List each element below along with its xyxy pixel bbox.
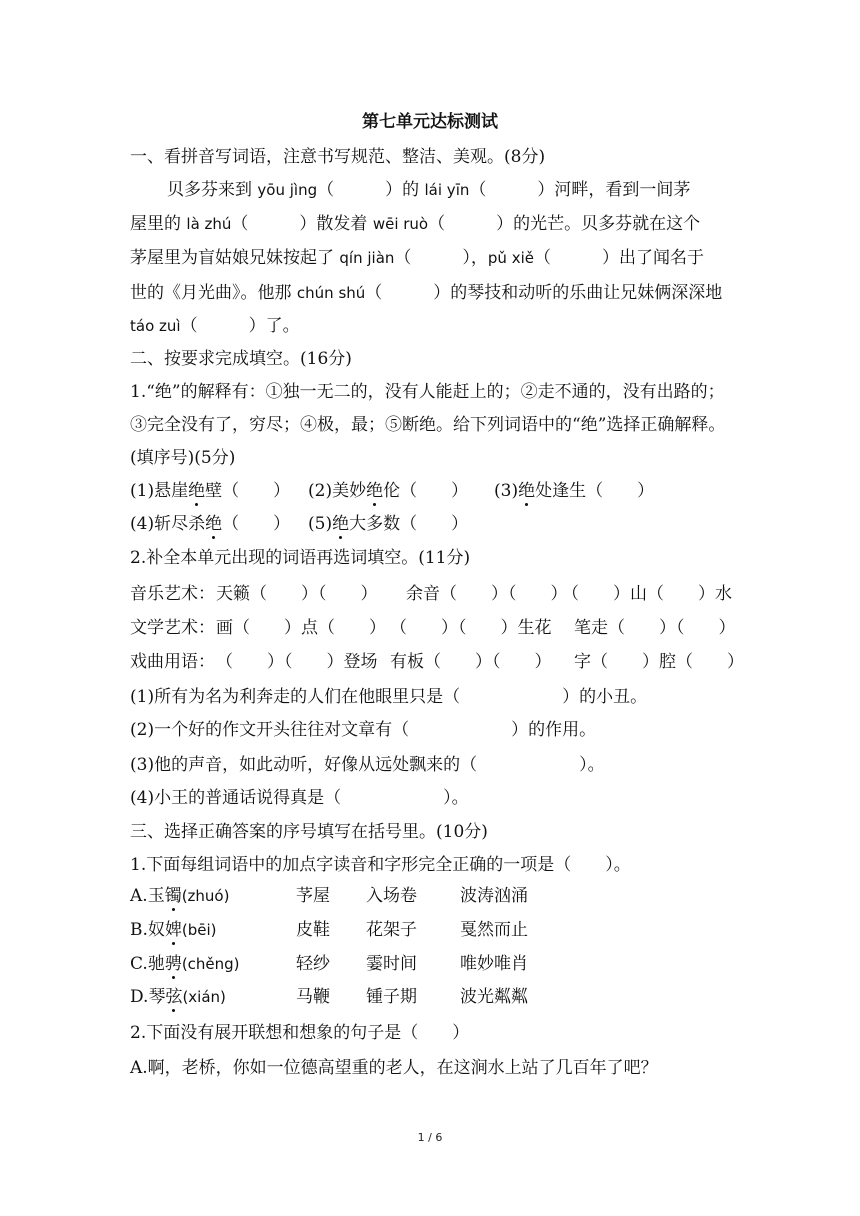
option-word: 唯妙唯肖	[460, 954, 528, 974]
q2-heading: 2.补全本单元出现的词语再选词填空。(11分)	[130, 548, 471, 568]
option-word: 皮鞋	[296, 920, 330, 940]
idiom-blank: 天籁（ ）（ ）	[216, 584, 378, 604]
idiom-blank: 有板（ ）（ ）	[390, 652, 552, 672]
answer-blank: （ ）	[222, 514, 291, 534]
q1-line2: ③完全没有了，穷尽；④极，最；⑤断绝。给下列词语中的“绝”选择正确解释。	[130, 415, 726, 435]
option-word: 轻纱	[296, 954, 330, 974]
idiom-blank: 字（ ）腔（ ）	[574, 652, 744, 672]
page-title: 第七单元达标测试	[362, 112, 498, 132]
blank: （ ）河畔，看到一间茅	[469, 180, 691, 200]
dotted-char: 绝	[518, 481, 536, 501]
text: 贝多芬来到	[167, 180, 258, 200]
text: 屋里的	[130, 214, 187, 234]
section1-line5	[130, 316, 300, 336]
section1-line1	[167, 180, 690, 200]
q1-item: (4)斩尽杀绝（ ）	[130, 514, 291, 534]
blank: （ ）的琴技和动听的乐曲让兄妹俩深深地	[365, 283, 723, 303]
category-label: 文学艺术：	[130, 618, 215, 638]
option-word: B.奴婢(bēi)	[130, 920, 217, 940]
blank: （ ）散发着	[231, 214, 373, 234]
pinyin: táo zuì	[130, 317, 181, 335]
idiom-blank: （ ）山（ ）水	[562, 584, 732, 604]
answer-blank: （ ）	[586, 481, 655, 501]
option-word: 入场卷	[366, 886, 417, 906]
dotted-char: 绝	[332, 514, 350, 534]
dotted-char: 绝	[205, 514, 223, 534]
s3-question2: 2.下面没有展开联想和想象的句子是（ ）	[130, 1023, 470, 1043]
option-word: 芧屋	[296, 886, 330, 906]
answer-blank: （ ）	[222, 481, 291, 501]
fill-sentence: (2)一个好的作文开头往往对文章有（ ）的作用。	[130, 720, 597, 740]
q1-item: (3)绝处逢生（ ）	[494, 481, 655, 501]
page-number: 1 / 6	[417, 1131, 443, 1144]
pinyin: lái yīn	[424, 181, 470, 199]
idiom-blank: 余音（ ）（ ）	[406, 584, 568, 604]
text: 世的《月光曲》。他那	[130, 283, 297, 303]
option-word: 马鞭	[296, 987, 330, 1007]
q1-item: (2)美妙绝伦（ ）	[308, 481, 469, 501]
fill-sentence: (3)他的声音，如此动听，好像从远处飘来的（ ）。	[130, 755, 605, 775]
section1-heading: 一、看拼音写词语，注意书写规范、整洁、美观。(8分)	[130, 147, 546, 167]
s3-question1: 1.下面每组词语中的加点字读音和字形完全正确的一项是（ ）。	[130, 855, 631, 875]
q1-line1: 1.“绝”的解释有：①独一无二的，没有人能赶上的；②走不通的，没有出路的；	[130, 382, 725, 402]
text: 茅屋里为盲姑娘兄妹按起了	[130, 248, 340, 268]
option-word: C.驰骋(chěng)	[130, 954, 240, 974]
option-word: 波涛汹涌	[460, 886, 528, 906]
section1-line4	[130, 283, 722, 303]
category-label: 戏曲用语：	[130, 652, 215, 672]
dotted-char: 婢	[164, 920, 182, 940]
idiom-blank: 笔走（ ）（ ）	[574, 618, 736, 638]
dotted-char: 弦	[165, 987, 183, 1007]
option-word: D.琴弦(xián)	[130, 987, 226, 1007]
category-label: 音乐艺术：	[130, 584, 215, 604]
idiom-blank: （ ）（ ）登场	[216, 652, 378, 672]
option-word: 霎时间	[366, 954, 417, 974]
section2-heading: 二、按要求完成填空。(16分)	[130, 349, 352, 369]
fill-sentence: (4)小王的普通话说得真是（ ）。	[130, 788, 469, 808]
pinyin: là zhú	[186, 215, 232, 233]
section1-line2	[130, 214, 700, 234]
dotted-char: 镯	[164, 886, 182, 906]
q1-item: (5)绝大多数（ ）	[308, 514, 469, 534]
fill-sentence: (1)所有为名为利奔走的人们在他眼里只是（ ）的小丑。	[130, 687, 648, 707]
dotted-char: 绝	[188, 481, 206, 501]
dotted-char: 绝	[366, 481, 384, 501]
blank: （ ），	[394, 248, 488, 268]
pinyin: qín jiàn	[339, 249, 395, 267]
answer-blank: （ ）	[400, 514, 469, 534]
s3-question2-option-a: A.啊，老桥，你如一位德高望重的老人，在这涧水上站了几百年了吧？	[130, 1058, 658, 1078]
pinyin: chún shú	[296, 284, 366, 302]
option-word: 戛然而止	[460, 920, 528, 940]
q1-line3: (填序号)(5分)	[130, 448, 236, 468]
option-word: 波光粼粼	[460, 987, 528, 1007]
answer-blank: （ ）	[400, 481, 469, 501]
q1-item: (1)悬崖绝壁（ ）	[130, 481, 291, 501]
idiom-blank: （ ）（ ）生花	[390, 618, 552, 638]
idiom-blank: 画（ ）点（ ）	[216, 618, 386, 638]
option-word: A.玉镯(zhuó)	[130, 886, 230, 906]
blank: （ ）出了闻名于	[533, 248, 704, 268]
dotted-char: 骋	[164, 954, 182, 974]
option-word: 花架子	[366, 920, 417, 940]
blank: （ ）的光芒。贝多芬就在这个	[428, 214, 701, 234]
section1-line3	[130, 248, 704, 268]
option-word: 锺子期	[366, 987, 417, 1007]
section3-heading: 三、选择正确答案的序号填写在括号里。(10分)	[130, 822, 488, 842]
pinyin: wēi ruò	[372, 215, 429, 233]
blank: （ ）的	[317, 180, 425, 200]
blank: （ ）了。	[180, 316, 300, 336]
pinyin: yōu jìng	[257, 181, 318, 199]
pinyin: pǔ xiě	[487, 249, 534, 267]
